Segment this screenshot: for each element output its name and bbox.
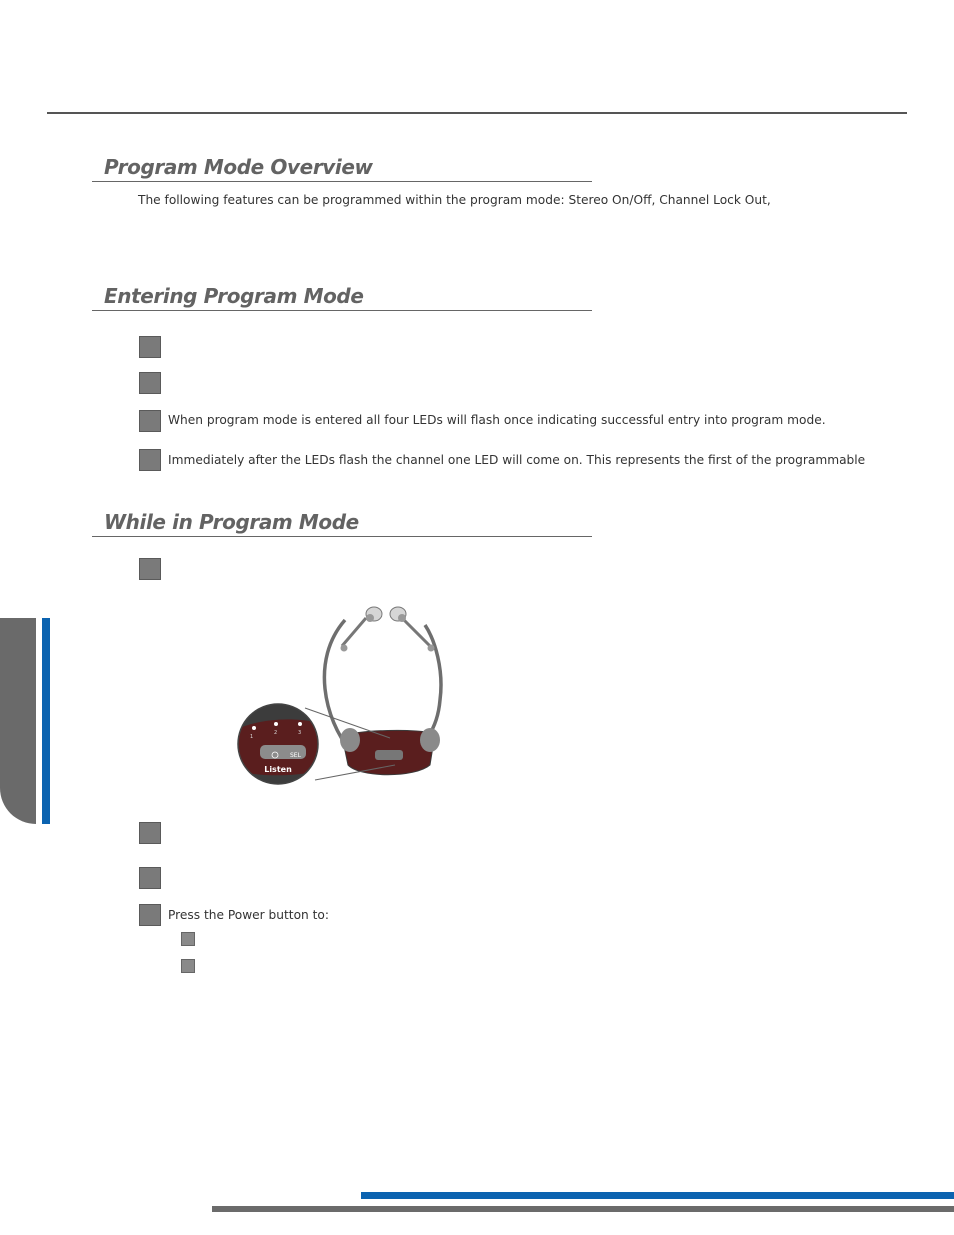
overview-text: The following features can be programmed within the program mode: Stereo On/Off, Channel Lock Out, [138, 193, 771, 207]
step-marker [139, 449, 161, 471]
stem-joint-left [341, 645, 348, 652]
section-heading-overview: Program Mode Overview [104, 155, 373, 179]
earbud-tip-right [398, 614, 406, 622]
stem-joint-right [428, 645, 435, 652]
magnified-view [230, 700, 330, 790]
receiver-buttons [375, 750, 403, 760]
entering-step-4: Immediately after the LEDs flash the channel one LED will come on. This represents the first of the programmable [168, 453, 866, 467]
brand-logo: Listen [264, 765, 292, 774]
substep-marker [181, 932, 195, 946]
top-rule [47, 112, 907, 114]
side-tab-accent [42, 618, 50, 824]
step-marker [139, 410, 161, 432]
led-number-1: 1 [250, 734, 254, 740]
section-heading-while: While in Program Mode [104, 510, 359, 534]
earbud-stem-right [402, 618, 430, 646]
led-number-3: 3 [298, 730, 302, 736]
section-heading-entering: Entering Program Mode [104, 284, 364, 308]
step-marker [139, 822, 161, 844]
section-rule-overview [92, 181, 592, 182]
side-chapter-tab [0, 618, 36, 824]
receiver-side-right [420, 728, 440, 752]
entering-step-3: When program mode is entered all four LEDs will flash once indicating successful entry into program mode. [168, 413, 826, 427]
while-step-4: Press the Power button to: [168, 908, 329, 922]
step-marker [139, 558, 161, 580]
section-rule-while [92, 536, 592, 537]
led-number-2: 2 [274, 730, 278, 736]
step-marker [139, 904, 161, 926]
footer-bar-gray [212, 1206, 954, 1212]
sel-label: SEL [290, 752, 301, 759]
step-marker [139, 867, 161, 889]
step-marker [139, 336, 161, 358]
footer-bar-blue [361, 1192, 954, 1199]
receiver-side-left [340, 728, 360, 752]
step-marker [139, 372, 161, 394]
section-rule-entering [92, 310, 592, 311]
headset-illustration [230, 600, 460, 790]
earbud-stem-left [342, 618, 366, 646]
earbud-tip-left [366, 614, 374, 622]
substep-marker [181, 959, 195, 973]
